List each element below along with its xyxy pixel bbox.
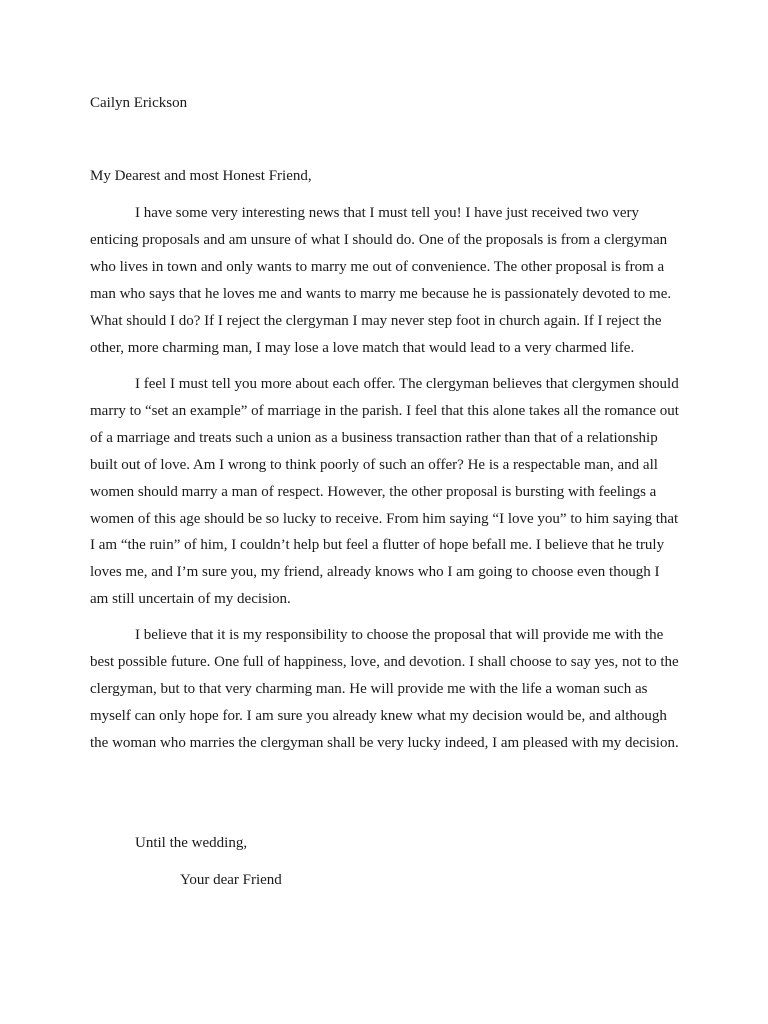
- letter-closing: Until the wedding,: [135, 835, 248, 851]
- letter-paragraph-1: I have some very interesting news that I must tell you! I have just received two very enticing proposals and am unsure of what I should do. One of the proposals is from a clergyman who lives in town and only wants to marry me out of convenience. The other proposal is from a man who says that he loves me and wants to marry me because he is passionately devoted to me. What should I do? If I reject the clergyman I may never step foot in church again. If I reject the other, more charming man, I may lose a love match that would lead to a very charmed life.: [90, 205, 672, 356]
- letter-signature: Your dear Friend: [180, 872, 282, 888]
- author-name: Cailyn Erickson: [90, 95, 188, 111]
- letter-paragraph-2: I feel I must tell you more about each offer. The clergyman believes that clergymen should marry to “set an example” of marriage in the parish. I feel that this alone takes all the romance out of a marriage and treats such a union as a business transaction rather than that of a relationship built out of love. Am I wrong to think poorly of such an offer? He is a respectable man, and all women should marry a man of respect. However, the other proposal is bursting with feelings a women of this age should be so lucky to receive. From him saying “I love you” to him saying that I am “the ruin” of him, I couldn’t help but feel a flutter of hope befall me. I believe that he truly loves me, and I’m sure you, my friend, already knows who I am going to choose even though I am still uncertain of my decision.: [90, 376, 679, 608]
- letter-salutation: My Dearest and most Honest Friend,: [90, 168, 312, 184]
- letter-paragraph-3: I believe that it is my responsibility to choose the proposal that will provide me with the best possible future. One full of happiness, love, and devotion. I shall choose to say yes, not to the clergyman, but to that very charming man. He will provide me with the life a woman such as myself can only hope for. I am sure you already knew what my decision would be, and although the woman who marries the clergyman shall be very lucky indeed, I am pleased with my decision.: [90, 627, 679, 751]
